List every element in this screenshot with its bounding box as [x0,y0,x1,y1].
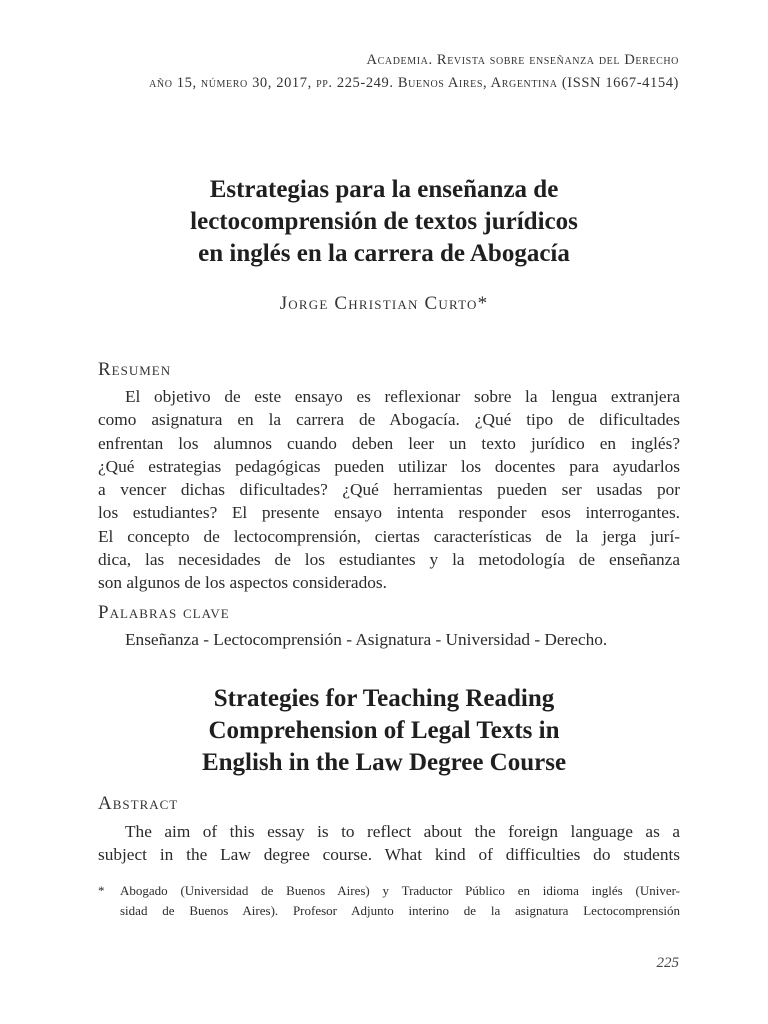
footnote-mark: * [98,883,105,898]
english-title-line: Comprehension of Legal Texts in [208,717,560,744]
resumen-line: como asignatura en la carrera de Abogacía. ¿Qué tipo de dificultades [98,410,680,430]
running-head-journal: Academia. Revista sobre enseñanza del Derecho [366,52,679,68]
footnote-text [120,881,680,921]
resumen-line: dica, las necesidades de los estudiantes y la metodología de enseñanza [98,550,680,570]
keywords-list: Enseñanza - Lectocomprensión - Asignatura - Universidad - Derecho. [125,630,608,649]
resumen-line: enfrentan los alumnos cuando deben leer un texto jurídico en inglés? [98,433,680,453]
abstract-paragraph [98,820,680,867]
abstract-heading: Abstract [98,793,179,814]
footnote-line: Abogado (Universidad de Buenos Aires) y Traductor Público en idioma inglés (Univer- [120,883,680,898]
spanish-title-line: Estrategias para la enseñanza de [209,176,559,203]
keywords-heading: Palabras clave [98,602,230,623]
spanish-title-line: en inglés en la carrera de Abogacía [198,240,570,267]
author-name: Jorge Christian Curto* [279,293,489,314]
running-head-issue: año 15, número 30, 2017, pp. 225-249. Buenos Aires, Argentina (ISSN 1667-4154) [149,75,679,91]
resumen-line: los estudiantes? El presente ensayo intenta responder esos interrogantes. [98,503,680,523]
english-title-line: Strategies for Teaching Reading [213,685,555,712]
resumen-line: son algunos de los aspectos considerados. [98,573,387,593]
spanish-title [0,174,768,270]
english-title [0,683,768,779]
resumen-line: El concepto de lectocomprensión, ciertas características de la jerga jurí- [98,526,680,546]
page-number: 225 [656,955,679,971]
spanish-title-line: lectocomprensión de textos jurídicos [190,208,578,235]
abstract-line: subject in the Law degree course. What kind of difficulties do students [98,845,680,865]
abstract-line: The aim of this essay is to reflect about the foreign language as a [125,822,680,841]
footnote-line: sidad de Buenos Aires). Profesor Adjunto interino de la asignatura Lectocomprensión [120,903,680,918]
resumen-line: ¿Qué estrategias pedagógicas pueden utilizar los docentes para ayudarlos [98,456,680,476]
resumen-paragraph [98,385,680,595]
footnote [98,881,680,921]
resumen-line: a vencer dichas dificultades? ¿Qué herramientas pueden ser usadas por [98,480,680,500]
resumen-heading: Resumen [98,359,172,380]
english-title-line: English in the Law Degree Course [201,749,567,776]
resumen-line: El objetivo de este ensayo es reflexionar sobre la lengua extranjera [125,387,680,406]
